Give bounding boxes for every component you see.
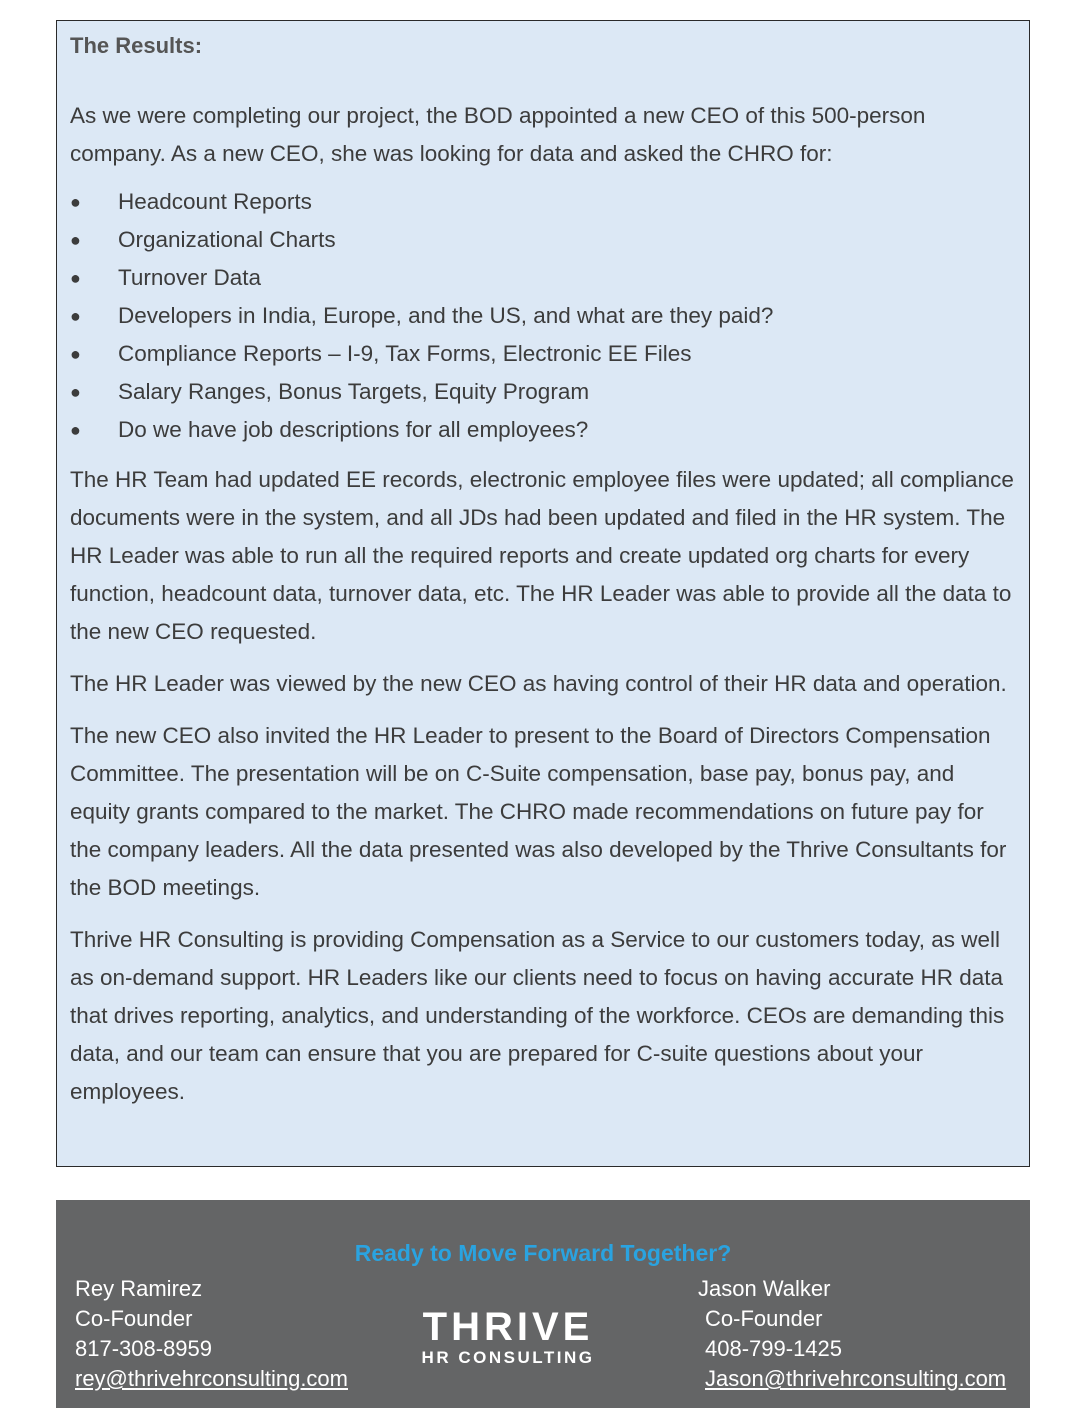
logo-wordmark: THRIVE (422, 1305, 594, 1349)
request-list (70, 183, 1017, 449)
list-item (70, 373, 1017, 411)
contact-footer (56, 1200, 1030, 1408)
bullet-icon: ● (70, 382, 81, 402)
list-item (70, 335, 1017, 373)
logo-subtitle: HR CONSULTING (421, 1348, 595, 1367)
thrive-service-paragraph: Thrive HR Consulting is providing Compensation as a Service to our customers today, as well as on-demand support. HR Leaders like our clients need to focus on having accurate HR data that drives reporting, analytics, and understanding of the workforce. CEOs are demanding this data, and our team can ensure that you are prepared for C-suite questions about your employees. (70, 927, 1005, 1104)
contact-phone: 408-799-1425 (705, 1336, 843, 1361)
contact-email-link[interactable]: rey@thrivehrconsulting.com (75, 1366, 348, 1391)
list-item (70, 259, 1017, 297)
list-item-text: Organizational Charts (118, 227, 336, 252)
list-item-text: Do we have job descriptions for all employees? (118, 417, 589, 442)
results-heading: The Results: (70, 33, 203, 58)
bullet-icon: ● (70, 420, 81, 440)
left-contact (75, 1274, 348, 1394)
list-item (70, 297, 1017, 335)
contact-name: Jason Walker (698, 1276, 831, 1301)
list-item-text: Turnover Data (118, 265, 261, 290)
bullet-icon: ● (70, 268, 81, 288)
bullet-icon: ● (70, 230, 81, 250)
contact-title: Co-Founder (75, 1306, 193, 1331)
bullet-icon: ● (70, 192, 81, 212)
hr-team-paragraph: The HR Team had updated EE records, electronic employee files were updated; all compliance documents were in the system, and all JDs had been updated and filed in the HR system. The HR Leader was able to run all the required reports and create updated org charts for every function, headcount data, turnover data, etc. The HR Leader was able to provide all the data to the new CEO requested. (70, 467, 1014, 644)
ceo-invite-paragraph: The new CEO also invited the HR Leader to present to the Board of Directors Compensation Committee. The presentation will be on C-Suite compensation, base pay, bonus pay, and equity grants compared to the market. The CHRO made recommendations on future pay for the company leaders. All the data presented was also developed by the Thrive Consultants for the BOD meetings. (70, 723, 1007, 900)
list-item (70, 411, 1017, 449)
contact-email-link[interactable]: Jason@thrivehrconsulting.com (705, 1366, 1007, 1391)
cta-heading: Ready to Move Forward Together? (354, 1240, 732, 1266)
list-item (70, 183, 1017, 221)
list-item-text: Developers in India, Europe, and the US, and what are they paid? (118, 303, 774, 328)
results-box (56, 20, 1030, 1167)
bullet-icon: ● (70, 306, 81, 326)
right-contact (698, 1274, 1006, 1394)
contact-title: Co-Founder (705, 1306, 823, 1331)
list-item-text: Salary Ranges, Bonus Targets, Equity Program (118, 379, 590, 404)
contact-name: Rey Ramirez (75, 1276, 203, 1301)
list-item-text: Compliance Reports – I-9, Tax Forms, Electronic EE Files (118, 341, 692, 366)
thrive-logo (408, 1306, 608, 1368)
intro-paragraph: As we were completing our project, the BOD appointed a new CEO of this 500-person company. As a new CEO, she was looking for data and asked the CHRO for: (70, 103, 926, 166)
contact-phone: 817-308-8959 (75, 1336, 213, 1361)
list-item (70, 221, 1017, 259)
list-item-text: Headcount Reports (118, 189, 312, 214)
hr-leader-paragraph: The HR Leader was viewed by the new CEO as having control of their HR data and operation. (70, 671, 1007, 696)
bullet-icon: ● (70, 344, 81, 364)
